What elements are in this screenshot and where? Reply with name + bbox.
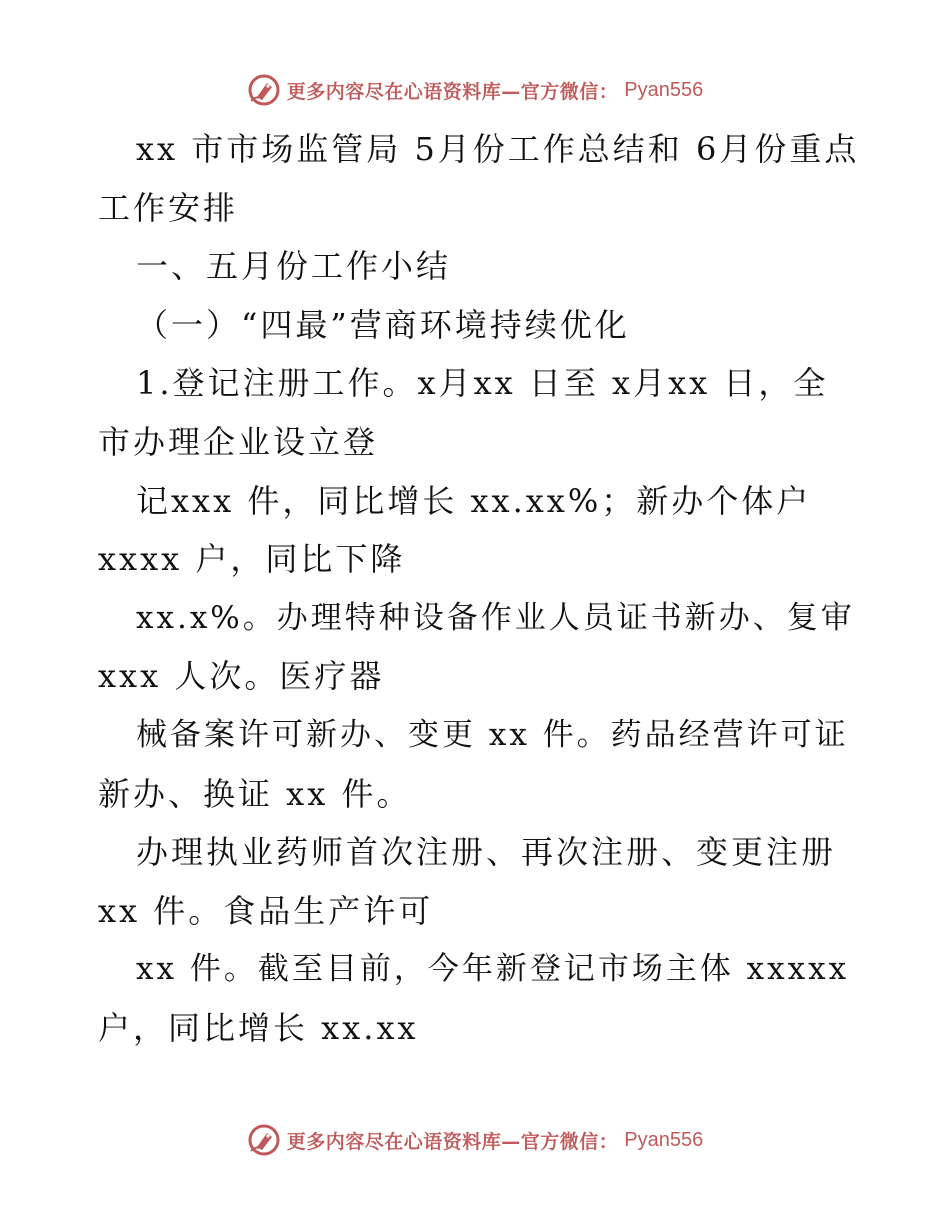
pen-nib-logo-icon xyxy=(247,73,281,107)
doc-line: xx 市市场监管局 5月份工作总结和 6月份重点 xyxy=(136,130,860,168)
doc-line: 1.登记注册工作。x月xx 日至 x月xx 日，全 xyxy=(136,364,829,403)
document-body xyxy=(98,120,868,1058)
doc-line: xx.x%。办理特种设备作业人员证书新办、复审 xyxy=(136,599,855,636)
watermark-brand-text: 更多内容尽在心语资料库—官方微信： xyxy=(286,1130,619,1153)
doc-line: 械备案许可新办、变更 xx 件。药品经营许可证 xyxy=(136,716,849,753)
doc-line: xxxx 户，同比下降 xyxy=(98,540,406,579)
pen-nib-logo-icon xyxy=(247,1123,281,1157)
doc-line: 新办、换证 xx 件。 xyxy=(98,774,412,813)
watermark-brand-text: 更多内容尽在心语资料库—官方微信： xyxy=(286,80,619,103)
doc-line: 市办理企业设立登 xyxy=(98,422,379,461)
doc-line: 记xxx 件，同比增长 xx.xx%；新办个体户 xyxy=(136,481,812,520)
doc-line: 工作安排 xyxy=(98,188,239,227)
watermark-account: Pyan556 xyxy=(624,78,704,101)
doc-line: 办理执业药师首次注册、再次注册、变更注册 xyxy=(136,833,837,872)
header-watermark xyxy=(0,70,950,110)
watermark-account: Pyan556 xyxy=(624,1128,704,1151)
footer-watermark xyxy=(0,1120,950,1160)
subsection-heading: （一）“四最”营商环境持续优化 xyxy=(136,305,630,344)
doc-line: xx 件。截至目前，今年新登记市场主体 xxxxx xyxy=(136,951,850,988)
section-heading: 一、五月份工作小结 xyxy=(136,247,452,286)
doc-line: xx 件。食品生产许可 xyxy=(98,891,434,930)
doc-line: xxx 人次。医疗器 xyxy=(98,657,385,696)
doc-line: 户，同比增长 xx.xx xyxy=(98,1008,419,1047)
